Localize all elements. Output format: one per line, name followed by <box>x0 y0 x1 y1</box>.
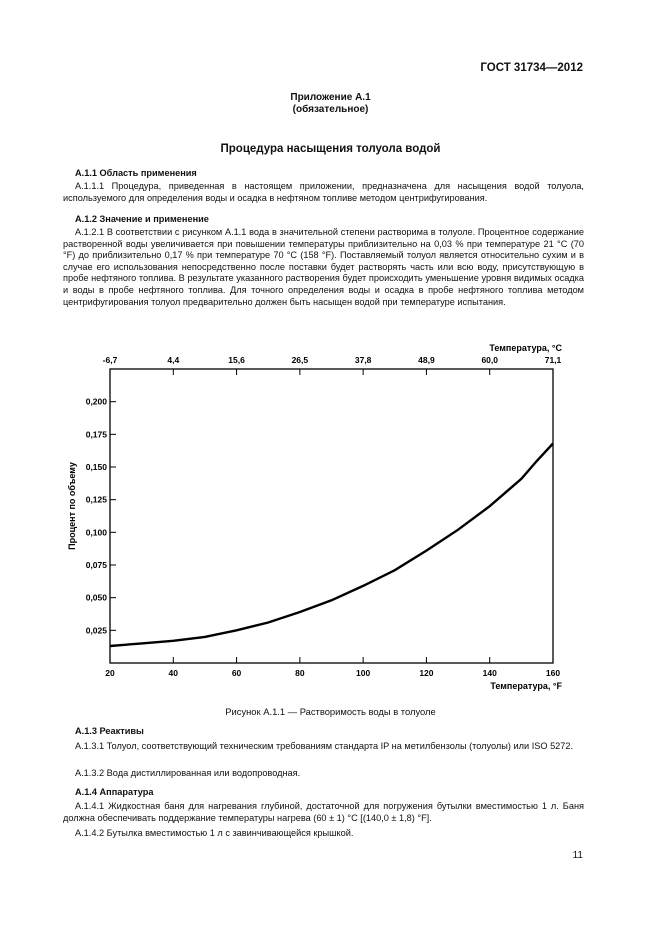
appendix-title: Приложение А.1 <box>290 92 371 103</box>
y-tick-label: 0,100 <box>85 527 107 538</box>
section-heading-reagents: А.1.3 Реактивы <box>75 726 144 736</box>
x-tick-label: 160 <box>545 668 561 678</box>
y-tick-label: 0,125 <box>85 494 107 505</box>
appendix-status: (обязательное) <box>292 104 369 115</box>
x-tick-label: 120 <box>419 668 434 678</box>
paragraph-a121: А.1.2.1 В соответствии с рисунком А.1.1 вода в значительной степени растворима в толуоле. Процентное содержание растворенной воды увеличивается при повышении температуры приблизительно на 0,03 % при температуре 21 °С (70 °F) до приблизительно 0,17 % при температуре 70 °С (158 °F). Поставляемый толуол является относительно сухим и в случае его использования непосредственно после поставки будет растворять часть или всю воду, присутствующую в пробе нефтяного топлива. В результате указанного растворения будет происходить уменьшение уровня видимых осадка и воды в пробе нефтяного топлива. Для точного определения воды и осадка в пробе нефтяного топлива методом центрифугирования толуол предварительно должен быть насыщен водой при температуре испытания. <box>63 227 584 307</box>
document-title: Процедура насыщения толуола водой <box>220 143 441 155</box>
top-tick-label: 37,8 <box>354 355 372 365</box>
paragraph-a131: А.1.3.1 Толуол, соответствующий техническим требованиям стандарта IP на метилбензолы (толуолы) или ISO 5272. <box>75 741 574 751</box>
top-tick-label: 4,4 <box>167 355 180 365</box>
paragraph-a111: А.1.1.1 Процедура, приведенная в настоящем приложении, предназначена для насыщения водой толуола, используемого для определения воды и осадка в нефтяном топливе методом центрифугирования. <box>63 181 584 203</box>
paragraph-a132: А.1.3.2 Вода дистиллированная или водопроводная. <box>75 768 301 778</box>
section-heading-apparatus: А.1.4 Аппаратура <box>75 787 154 797</box>
top-tick-label: 26,5 <box>291 355 309 365</box>
x-tick-label: 140 <box>482 668 497 678</box>
page-number: 11 <box>572 850 583 861</box>
paragraph-a142: А.1.4.2 Бутылка вместимостью 1 л с завинчивающейся крышкой. <box>75 828 354 838</box>
section-heading-scope: А.1.1 Область применения <box>75 168 197 178</box>
paragraph-a141: А.1.4.1 Жидкостная баня для нагревания глубиной, достаточной для погружения бутылки вместимостью 1 л. Баня должна обеспечивать поддержание температуры нагрева (60 ± 1) °С [(140,0 ± 1,8) °F]. <box>63 801 584 823</box>
x-tick-label: 60 <box>231 668 242 678</box>
top-tick-label: 71,1 <box>544 355 562 365</box>
x-tick-label: 40 <box>168 668 179 678</box>
y-tick-label: 0,175 <box>85 429 107 440</box>
y-tick-label: 0,050 <box>85 592 107 603</box>
y-tick-label: 0,025 <box>85 625 107 636</box>
top-tick-label: 48,9 <box>418 355 435 365</box>
x-axis-label: Температура, °F <box>490 681 562 691</box>
document-header: ГОСТ 31734—2012 <box>480 62 583 74</box>
top-tick-label: 60,0 <box>481 355 498 365</box>
top-tick-label: 15,6 <box>228 355 245 365</box>
x-tick-label: 80 <box>295 668 305 678</box>
y-tick-label: 0,200 <box>85 396 107 407</box>
top-tick-label: -6,7 <box>102 355 118 365</box>
figure-caption: Рисунок А.1.1 — Растворимость воды в толуоле <box>225 706 436 717</box>
section-heading-significance: А.1.2 Значение и применение <box>75 214 209 224</box>
top-axis-label: Температура, °С <box>489 343 562 353</box>
solubility-curve <box>110 444 553 647</box>
x-tick-label: 100 <box>356 668 371 678</box>
x-tick-label: 20 <box>105 668 115 678</box>
plot-frame <box>110 369 553 663</box>
y-axis-label: Процент по объему <box>67 462 77 550</box>
y-tick-label: 0,075 <box>85 560 107 570</box>
y-tick-label: 0,150 <box>85 462 107 472</box>
